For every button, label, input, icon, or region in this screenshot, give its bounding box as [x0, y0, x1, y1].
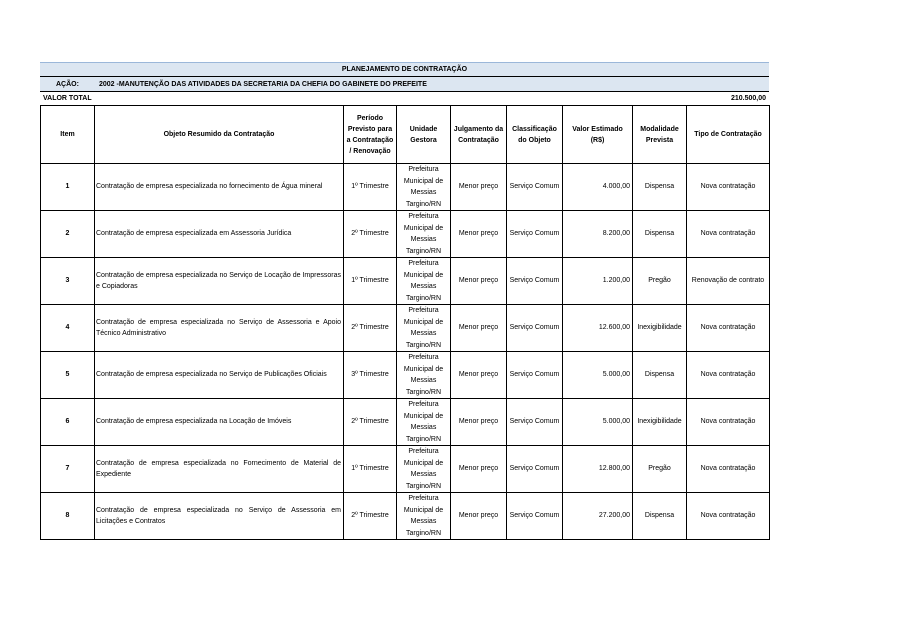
cell-julgamento: Menor preço [451, 399, 507, 446]
cell-tipo: Nova contratação [687, 493, 770, 540]
col-classificacao: Classificação do Objeto [507, 106, 563, 164]
cell-tipo: Nova contratação [687, 446, 770, 493]
total-label: VALOR TOTAL [43, 95, 92, 102]
cell-unidade: Prefeitura Municipal de Messias Targino/RN [397, 352, 451, 399]
cell-item: 4 [41, 305, 95, 352]
cell-unidade: Prefeitura Municipal de Messias Targino/RN [397, 493, 451, 540]
cell-periodo: 2º Trimestre [344, 399, 397, 446]
cell-julgamento: Menor preço [451, 305, 507, 352]
cell-unidade: Prefeitura Municipal de Messias Targino/RN [397, 211, 451, 258]
cell-periodo: 1º Trimestre [344, 446, 397, 493]
cell-tipo: Nova contratação [687, 352, 770, 399]
cell-valor: 27.200,00 [563, 493, 633, 540]
table-row [41, 399, 770, 446]
cell-tipo: Nova contratação [687, 164, 770, 211]
acao-label: AÇÃO: [56, 81, 79, 88]
col-julgamento: Julgamento da Contratação [451, 106, 507, 164]
col-item: Item [41, 106, 95, 164]
table-row [41, 305, 770, 352]
col-modalidade: Modalidade Prevista [633, 106, 687, 164]
cell-tipo: Nova contratação [687, 211, 770, 258]
cell-modalidade: Dispensa [633, 352, 687, 399]
cell-item: 5 [41, 352, 95, 399]
cell-modalidade: Dispensa [633, 493, 687, 540]
cell-valor: 1.200,00 [563, 258, 633, 305]
spreadsheet [40, 62, 769, 540]
cell-periodo: 1º Trimestre [344, 164, 397, 211]
cell-modalidade: Dispensa [633, 211, 687, 258]
cell-objeto: Contratação de empresa especializada no fornecimento de Água mineral [95, 164, 344, 211]
cell-julgamento: Menor preço [451, 211, 507, 258]
cell-valor: 8.200,00 [563, 211, 633, 258]
table-row [41, 258, 770, 305]
cell-objeto: Contratação de empresa especializada na Locação de Imóveis [95, 399, 344, 446]
cell-objeto: Contratação de empresa especializada no Fornecimento de Material de Expediente [95, 446, 344, 493]
col-objeto: Objeto Resumido da Contratação [95, 106, 344, 164]
cell-classificacao: Serviço Comum [507, 493, 563, 540]
cell-modalidade: Pregão [633, 258, 687, 305]
cell-item: 7 [41, 446, 95, 493]
acao-text: 2002 -MANUTENÇÃO DAS ATIVIDADES DA SECRETARIA DA CHEFIA DO GABINETE DO PREFEITE [99, 81, 427, 88]
cell-unidade: Prefeitura Municipal de Messias Targino/RN [397, 446, 451, 493]
table-row [41, 211, 770, 258]
cell-julgamento: Menor preço [451, 164, 507, 211]
cell-objeto: Contratação de empresa especializada no Serviço de Assessoria em Licitações e Contratos [95, 493, 344, 540]
cell-periodo: 2º Trimestre [344, 305, 397, 352]
table-row [41, 493, 770, 540]
total-row [40, 91, 769, 105]
cell-periodo: 3º Trimestre [344, 352, 397, 399]
cell-classificacao: Serviço Comum [507, 446, 563, 493]
cell-unidade: Prefeitura Municipal de Messias Targino/RN [397, 399, 451, 446]
cell-modalidade: Inexigibilidade [633, 305, 687, 352]
cell-julgamento: Menor preço [451, 258, 507, 305]
cell-tipo: Nova contratação [687, 399, 770, 446]
cell-classificacao: Serviço Comum [507, 211, 563, 258]
cell-objeto: Contratação de empresa especializada no Serviço de Publicações Oficiais [95, 352, 344, 399]
contracts-table [40, 105, 770, 540]
total-value: 210.500,00 [730, 95, 766, 102]
cell-periodo: 1º Trimestre [344, 258, 397, 305]
cell-julgamento: Menor preço [451, 446, 507, 493]
cell-classificacao: Serviço Comum [507, 164, 563, 211]
table-row [41, 446, 770, 493]
cell-valor: 5.000,00 [563, 399, 633, 446]
cell-modalidade: Pregão [633, 446, 687, 493]
cell-modalidade: Dispensa [633, 164, 687, 211]
cell-valor: 12.800,00 [563, 446, 633, 493]
cell-classificacao: Serviço Comum [507, 305, 563, 352]
cell-tipo: Renovação de contrato [687, 258, 770, 305]
header-row [41, 106, 770, 164]
cell-item: 8 [41, 493, 95, 540]
cell-periodo: 2º Trimestre [344, 493, 397, 540]
col-periodo: Período Previsto para a Contratação / Renovação [344, 106, 397, 164]
table-row [41, 352, 770, 399]
cell-valor: 12.600,00 [563, 305, 633, 352]
cell-item: 6 [41, 399, 95, 446]
cell-item: 3 [41, 258, 95, 305]
cell-item: 2 [41, 211, 95, 258]
cell-unidade: Prefeitura Municipal de Messias Targino/RN [397, 164, 451, 211]
cell-valor: 4.000,00 [563, 164, 633, 211]
cell-objeto: Contratação de empresa especializada em Assessoria Jurídica [95, 211, 344, 258]
cell-valor: 5.000,00 [563, 352, 633, 399]
cell-tipo: Nova contratação [687, 305, 770, 352]
cell-unidade: Prefeitura Municipal de Messias Targino/RN [397, 305, 451, 352]
cell-item: 1 [41, 164, 95, 211]
sheet-title: PLANEJAMENTO DE CONTRATAÇÃO [40, 62, 769, 76]
cell-classificacao: Serviço Comum [507, 352, 563, 399]
cell-julgamento: Menor preço [451, 493, 507, 540]
col-unidade: Unidade Gestora [397, 106, 451, 164]
col-tipo: Tipo de Contratação [687, 106, 770, 164]
cell-objeto: Contratação de empresa especializada no Serviço de Assessoria e Apoio Técnico Administrativo [95, 305, 344, 352]
cell-julgamento: Menor preço [451, 352, 507, 399]
table-row [41, 164, 770, 211]
cell-classificacao: Serviço Comum [507, 258, 563, 305]
cell-classificacao: Serviço Comum [507, 399, 563, 446]
acao-row [40, 76, 769, 91]
col-valor: Valor Estimado (R$) [563, 106, 633, 164]
cell-unidade: Prefeitura Municipal de Messias Targino/RN [397, 258, 451, 305]
cell-modalidade: Inexigibilidade [633, 399, 687, 446]
cell-periodo: 2º Trimestre [344, 211, 397, 258]
cell-objeto: Contratação de empresa especializada no Serviço de Locação de Impressoras e Copiadoras [95, 258, 344, 305]
